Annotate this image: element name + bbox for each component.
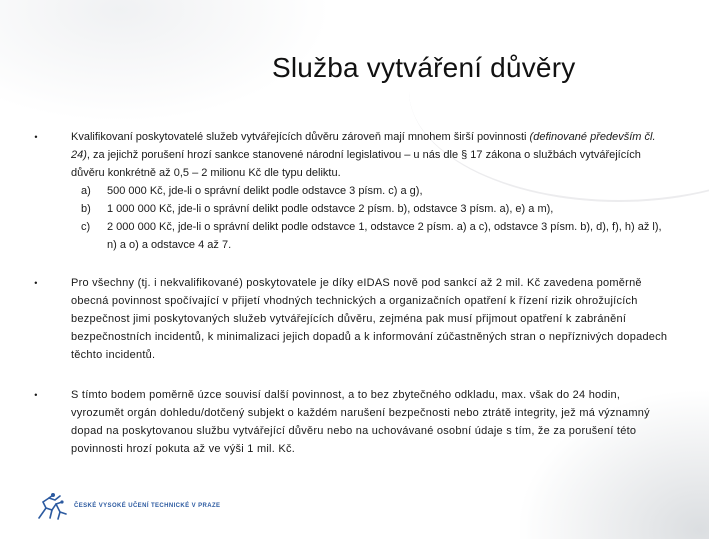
footer-university-name: ČESKÉ VYSOKÉ UČENÍ TECHNICKÉ V PRAZE	[74, 503, 221, 509]
slide-title: Služba vytváření důvěry	[272, 52, 576, 83]
bullet-2	[30, 274, 670, 364]
penalty-item-marker: a)	[81, 185, 91, 197]
penalty-item-c	[71, 218, 670, 254]
cvut-lion-logo-icon	[36, 492, 70, 527]
bullet-marker: •	[34, 132, 38, 142]
bullet-1-text-italic: (definované především čl. 24)	[71, 131, 656, 161]
footer	[36, 492, 256, 522]
bullet-1-text-pre: Kvalifikovaní poskytovatelé služeb vytvářejících důvěru zároveň mají mnohem širší povinnosti	[71, 131, 530, 143]
penalty-item-b	[71, 200, 670, 218]
bullet-3	[30, 386, 670, 458]
bullet-marker: •	[34, 278, 38, 288]
penalty-item-text: 500 000 Kč, jde-li o správní delikt podle odstavce 3 písm. c) a g),	[107, 185, 423, 197]
bullet-1	[30, 128, 670, 254]
penalty-item-a	[71, 182, 670, 200]
penalty-item-text: 2 000 000 Kč, jde-li o správní delikt podle odstavce 1, odstavce 2 písm. a) a c), odstavce 3 písm. b), d), f), h) až l), n) a o) a odstavce 4 až 7.	[107, 221, 662, 251]
penalty-item-marker: b)	[81, 203, 91, 215]
bullet-1-text	[71, 128, 670, 182]
bullet-marker: •	[34, 390, 38, 400]
bullet-2-text: Pro všechny (tj. i nekvalifikované) poskytovatele je díky eIDAS nově pod sankcí až 2 mil. Kč zavedena poměrně obecná povinnost spočívající v přijetí vhodných technických a organizačních opatření k řízení rizik ohrožujících bezpečnost jimi poskytovaných služeb vytvářejících důvěru, zejména pak musí přijmout opatření k zabránění bezpečnostních incidentů, k minimalizaci jejich dopadů a k informování zúčastněných stran o nepříznivých dopadech těchto incidentů.	[71, 277, 668, 361]
penalty-list	[71, 182, 670, 254]
bullet-3-text: S tímto bodem poměrně úzce souvisí další povinnost, a to bez zbytečného odkladu, max. však do 24 hodin, vyrozumět orgán dohledu/dotčený subjekt o každém narušení bezpečnosti nebo ztrátě integrity, jež má významný dopad na poskytovanou službu vytvářející důvěru nebo na uchovávané osobní údaje s tím, že za porušení této povinnosti hrozí pokuta až ve výši 1 mil. Kč.	[71, 389, 650, 455]
penalty-item-marker: c)	[81, 221, 91, 233]
bullet-1-text-post: , za jejichž porušení hrozí sankce stanovené národní legislativou – u nás dle § 17 zákona o službách vytvářejících důvěru konkrétně až 0,5 – 2 milionu Kč dle typu deliktu.	[71, 149, 641, 179]
penalty-item-text: 1 000 000 Kč, jde-li o správní delikt podle odstavce 2 písm. b), odstavce 3 písm. a), e) a m),	[107, 203, 554, 215]
slide-content	[30, 128, 670, 458]
